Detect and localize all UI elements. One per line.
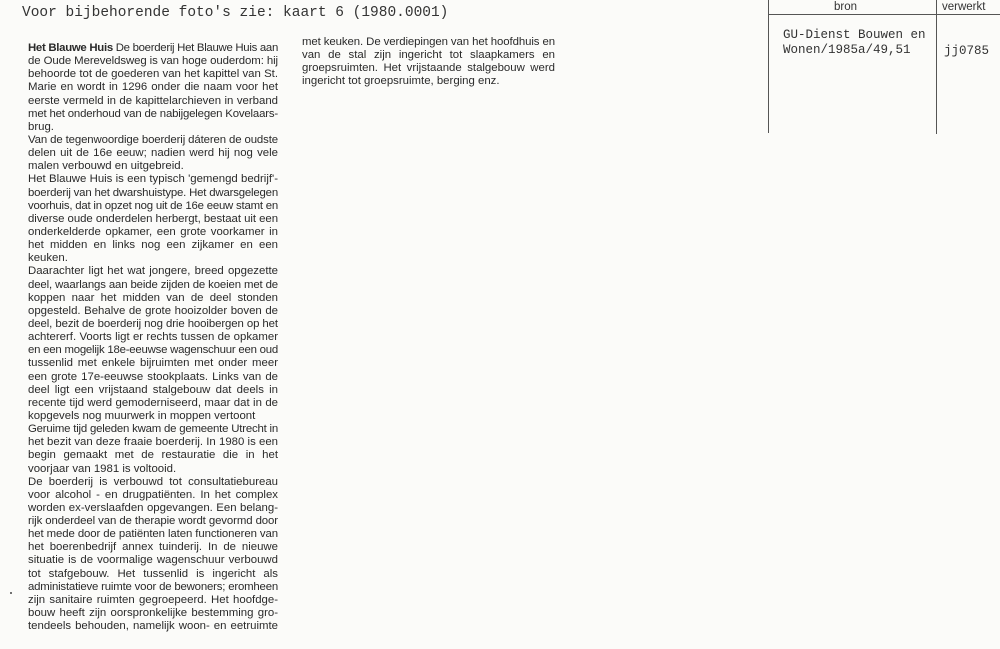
text-line-content: voor alcohol - en drugpatiënten. In het complex: [28, 488, 278, 501]
table-divider: [936, 0, 937, 134]
verwerkt-value: jj0785: [944, 44, 990, 58]
text-line: [28, 357, 278, 370]
text-line: [28, 397, 278, 410]
text-line: [28, 318, 278, 331]
text-line: [28, 147, 278, 160]
text-line-content: Daarachter ligt het wat jongere, breed opgezette: [28, 265, 278, 278]
text-line: [28, 476, 278, 489]
text-line-content: een grote 17e-eeuwse stookplaats. Links van de: [28, 370, 278, 383]
article-left-column: [28, 42, 278, 633]
text-line: [28, 81, 278, 94]
text-line: [28, 173, 278, 186]
text-line-content: Het Blauwe Huis is een typisch 'gemengd bedrijf'-: [28, 173, 278, 186]
text-line: [28, 554, 278, 567]
article-title: Het Blauwe Huis: [28, 42, 113, 54]
text-line: [28, 384, 278, 397]
text-line: [28, 160, 278, 173]
text-line-content: tot stafgebouw. Het tussenlid is ingericht als: [28, 567, 278, 580]
text-line-content: begin gemaakt met de restauratie die in het: [28, 449, 278, 462]
text-line-content: kopgevels nog muurwerk in moppen vertoont: [28, 409, 256, 422]
scan-speck: [10, 592, 12, 594]
text-line-content: het boerenbedrijf annex tuinderij. In de nieuwe: [28, 541, 278, 554]
text-line-content: behoorde tot de goederen van het kapittel van St.: [28, 68, 278, 81]
text-line: [28, 279, 278, 292]
text-line-content: zijn sanitaire ruimten gegroepeerd. Het hoofdge-: [28, 593, 278, 606]
text-line-content: het midden en links nog een zijkamer en een: [28, 239, 278, 252]
text-line-content: tendeels behouden, namelijk woon- en eetruimte: [28, 620, 278, 633]
text-line-content: Van de tegenwoordige boerderij dáteren de oudste: [28, 133, 278, 146]
text-line: [28, 371, 278, 384]
text-line-content: Marie en wordt in 1296 onder die naam voor het: [28, 81, 278, 94]
text-line-content: tussenlid met enkele bijruimten met onder meer: [28, 357, 278, 370]
photo-reference-heading: Voor bijbehorende foto's zie: kaart 6 (1980.0001): [22, 5, 449, 21]
text-line-content: groepsruimten. Het vrijstaande stalgebouw werd: [302, 62, 555, 75]
bron-line: GU-Dienst Bouwen en: [783, 28, 926, 42]
text-line: [28, 541, 278, 554]
text-line: [28, 528, 278, 541]
text-line-content: keuken.: [28, 252, 68, 265]
text-line-content: deel ligt een vrijstaand stalgebouw dat deels in: [28, 383, 278, 396]
article-right-column: [302, 36, 555, 89]
text-line: [28, 463, 278, 476]
text-line: [28, 108, 278, 121]
text-line-content: delen uit de 16e eeuw; nadien werd hij nog vele: [28, 147, 278, 160]
text-line: [28, 265, 278, 278]
text-line: [28, 331, 278, 344]
bron-value: [783, 28, 926, 58]
text-line: [28, 95, 278, 108]
text-line-content: achtererf. Voorts ligt er rechts tussen de opkamer: [28, 331, 278, 344]
text-line: [28, 187, 278, 200]
text-line: [28, 55, 278, 68]
text-line-content: het bezit van deze fraaie boerderij. In 1980 is een: [28, 436, 278, 449]
text-line-content: situatie is de voormalige wagenschuur verbouwd: [28, 554, 278, 567]
text-line-content: worden ex-verslaafden opgevangen. Een belang-: [28, 501, 278, 514]
text-line-content: brug.: [28, 120, 54, 133]
text-line: [28, 252, 278, 265]
text-line-content: deel, bezit de boerderij nog drie hooibergen op het: [28, 317, 278, 330]
text-line-content: koppen naar het midden van de deel stonden: [28, 291, 278, 304]
text-line: [28, 436, 278, 449]
text-line: [28, 581, 278, 594]
text-line-content: rijk onderdeel van de therapie wordt gevormd door: [28, 515, 278, 528]
text-line-content: met keuken. De verdiepingen van het hoofdhuis en: [302, 36, 555, 48]
text-line: [28, 489, 278, 502]
source-table: [768, 0, 1000, 133]
text-line-content: opgesteld. Behalve de grote hooizolder boven de: [28, 304, 278, 317]
text-line: [28, 423, 278, 436]
text-line: [28, 607, 278, 620]
text-line: [28, 239, 278, 252]
text-line-content: en een mogelijk 18e-eeuwse wagenschuur een oud: [28, 344, 278, 357]
text-line-content: het mede door de patiënten laten functioneren van: [28, 528, 278, 541]
text-line-content: voorhuis, dat in opzet nog uit de 16e eeuw stamt en: [28, 199, 278, 212]
text-line: [28, 305, 278, 318]
text-line: [302, 36, 555, 49]
text-line-content: ingericht tot groepsruimte, berging enz.: [302, 75, 500, 88]
text-line: [28, 568, 278, 581]
text-line: [28, 42, 278, 55]
text-line-content: recente tijd werd gemoderniseerd, maar dat in de: [28, 396, 278, 409]
text-line-content: diverse oude onderdelen herbergt, bestaat uit een: [28, 212, 278, 225]
text-line-content: eerste vermeld in de kapittelarchieven in verband: [28, 94, 278, 107]
text-line-content: voorjaar van 1981 is voltooid.: [28, 462, 177, 475]
text-line: [28, 515, 278, 528]
text-line-content: boerderij van het dwarshuistype. Het dwarsgelegen: [28, 186, 278, 199]
header-bron: bron: [834, 1, 858, 13]
text-line: [302, 62, 555, 75]
text-line: [28, 502, 278, 515]
text-line-content: malen verbouwd en uitgebreid.: [28, 160, 184, 173]
text-line-content: met het onderhoud van de nabijgelegen Kovelaars-: [28, 107, 278, 120]
header-verwerkt: verwerkt: [942, 1, 986, 13]
text-line-content: Geruime tijd geleden kwam de gemeente Utrecht in: [28, 423, 278, 436]
text-line-content: van de stal zijn ingericht tot slaapkamers en: [302, 49, 555, 62]
text-line-content: administatieve ruimte voor de bewoners; eromheen: [28, 580, 278, 593]
text-line: [28, 226, 278, 239]
text-line: [28, 344, 278, 357]
text-line-content: deel, waarlangs aan beide zijden de koeien met de: [28, 278, 278, 291]
table-header-line: [768, 14, 1000, 15]
text-line-content: bouw heeft zijn oorspronkelijke bestemming gro-: [28, 607, 278, 620]
text-line: [302, 49, 555, 62]
text-line-content: De boerderij Het Blauwe Huis aan: [115, 42, 278, 54]
text-line: [28, 449, 278, 462]
text-line-content: onderkelderde opkamer, een grote voorkamer in: [28, 225, 278, 238]
text-line: [302, 75, 555, 88]
text-line: [28, 121, 278, 134]
text-line: [28, 292, 278, 305]
text-line: [28, 594, 278, 607]
text-line-content: De boerderij is verbouwd tot consultatiebureau: [28, 475, 278, 488]
text-line: [28, 213, 278, 226]
text-line: [28, 134, 278, 147]
bron-line: Wonen/1985a/49,51: [783, 43, 911, 57]
text-line: [28, 200, 278, 213]
text-line-content: de Oude Mereveldsweg is van hoge ouderdom: hij: [28, 55, 278, 68]
text-line: [28, 620, 278, 633]
text-line: [28, 68, 278, 81]
text-line: [28, 410, 278, 423]
